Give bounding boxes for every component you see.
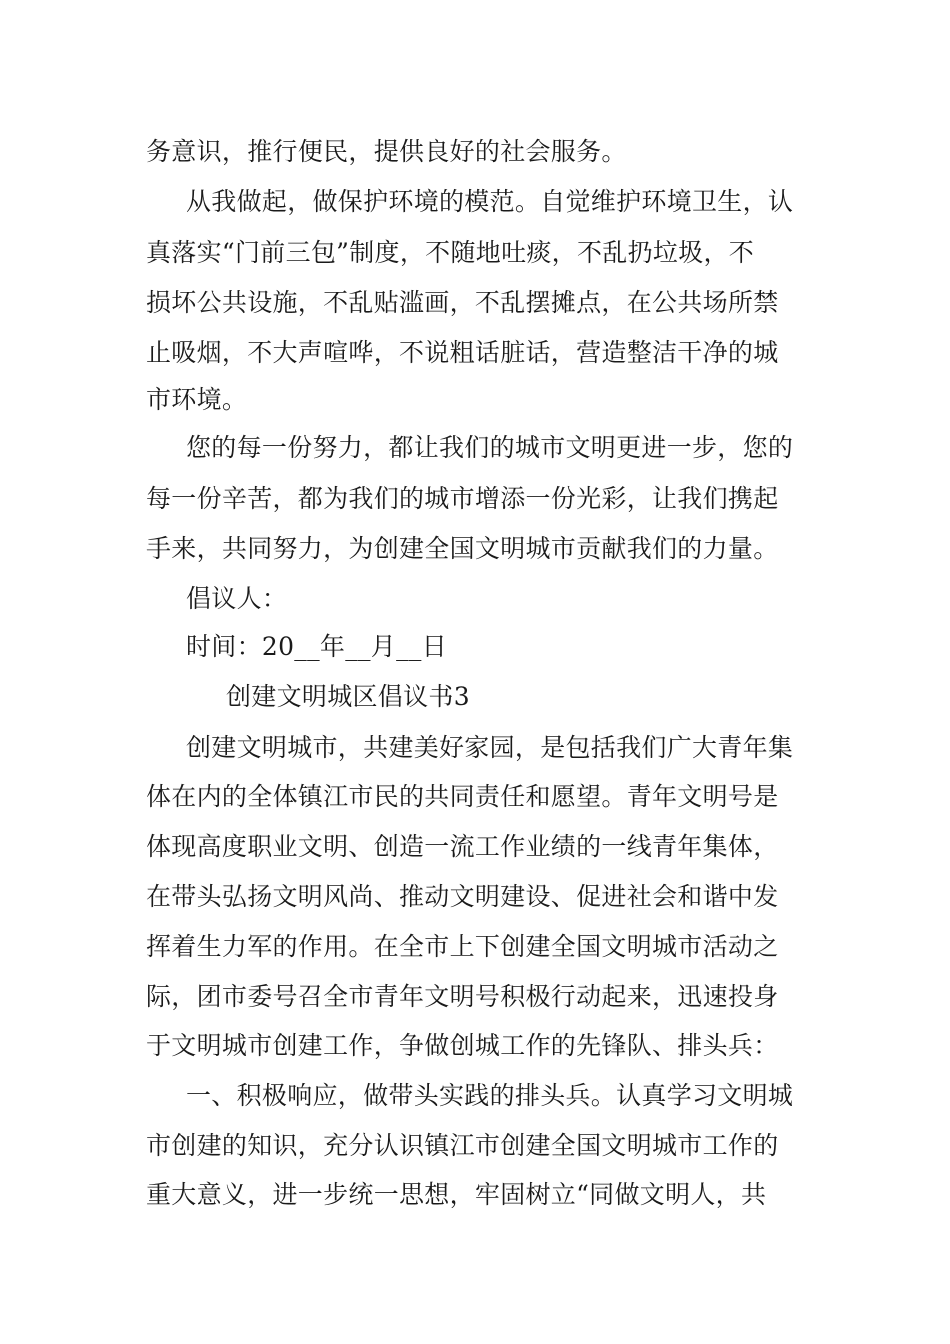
text-line: 体现高度职业文明、创造一流工作业绩的一线青年集体， xyxy=(146,832,779,861)
text-line: 手来，共同努力，为创建全国文明城市贡献我们的力量。 xyxy=(146,534,779,563)
signatory-label: 倡议人： xyxy=(186,584,288,613)
text-line: 于文明城市创建工作，争做创城工作的先锋队、排头兵： xyxy=(146,1031,779,1060)
paragraph-start-line: 创建文明城市，共建美好家园，是包括我们广大青年集 xyxy=(186,733,794,762)
paragraph-start-line: 从我做起，做保护环境的模范。自觉维护环境卫生，认 xyxy=(186,187,794,216)
text-line: 挥着生力军的作用。在全市上下创建全国文明城市活动之 xyxy=(146,932,779,961)
text-line: 际，团市委号召全市青年文明号积极行动起来，迅速投身 xyxy=(146,982,779,1011)
text-line: 在带头弘扬文明风尚、推动文明建设、促进社会和谐中发 xyxy=(146,882,779,911)
date-line: 时间：20__年__月__日 xyxy=(186,632,448,661)
text-line: 市环境。 xyxy=(146,385,248,414)
text-line: 真落实“门前三包”制度，不随地吐痰，不乱扔垃圾，不 xyxy=(146,238,755,267)
text-line: 止吸烟，不大声喧哗，不说粗话脏话，营造整洁干净的城 xyxy=(146,338,779,367)
text-line: 市创建的知识，充分认识镇江市创建全国文明城市工作的 xyxy=(146,1131,779,1160)
text-line: 损坏公共设施，不乱贴滥画，不乱摆摊点，在公共场所禁 xyxy=(146,288,779,317)
text-line: 务意识，推行便民，提供良好的社会服务。 xyxy=(146,137,627,166)
paragraph-start-line: 您的每一份努力，都让我们的城市文明更进一步，您的 xyxy=(186,433,794,462)
section-title: 创建文明城区倡议书3 xyxy=(226,682,470,711)
text-line: 重大意义，进一步统一思想，牢固树立“同做文明人，共 xyxy=(146,1180,767,1209)
text-line: 每一份辛苦，都为我们的城市增添一份光彩，让我们携起 xyxy=(146,484,779,513)
text-line: 体在内的全体镇江市民的共同责任和愿望。青年文明号是 xyxy=(146,782,779,811)
paragraph-start-line: 一、积极响应，做带头实践的排头兵。认真学习文明城 xyxy=(186,1081,794,1110)
